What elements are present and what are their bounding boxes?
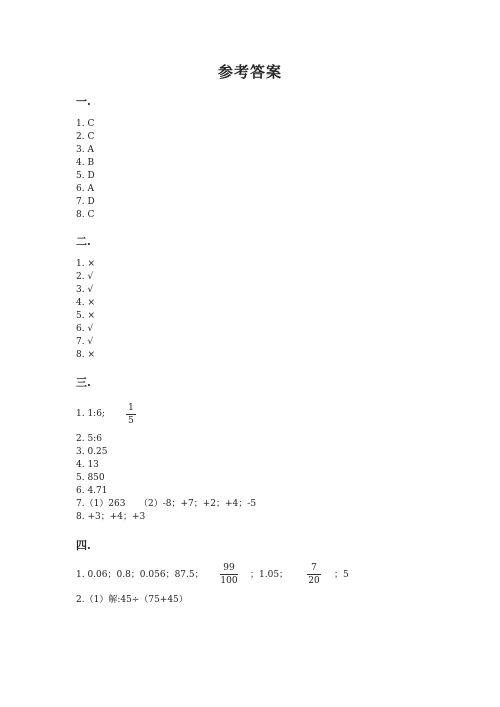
answer-3-2: 2. 5:6 bbox=[76, 434, 102, 444]
fraction-numerator: 1 bbox=[128, 403, 134, 413]
answer-3-7: 7.（1）263 （2）-8；+7；+2；+4；-5 bbox=[76, 499, 257, 509]
fraction-denominator: 100 bbox=[220, 576, 238, 586]
answer-3-1-text: 1. 1:6; bbox=[76, 409, 105, 419]
answer-4-1-text-a: 1. 0.06；0.8；0.056；87.5； bbox=[76, 570, 204, 580]
answer-2-4: 4. × bbox=[76, 298, 95, 308]
answer-2-5: 5. × bbox=[76, 311, 95, 321]
answer-4-1-text-b: ；1.05； bbox=[250, 570, 289, 580]
answer-4-1-text-c: ；5 bbox=[334, 570, 349, 580]
fraction-numerator: 99 bbox=[223, 563, 235, 573]
answer-4-1-fraction-1 bbox=[220, 563, 238, 586]
answer-2-1: 1. × bbox=[76, 259, 95, 269]
answer-2-8: 8. × bbox=[76, 350, 95, 360]
fraction-denominator: 20 bbox=[308, 576, 320, 586]
answer-1-5: 5. D bbox=[76, 171, 95, 181]
answer-1-3: 3. A bbox=[76, 145, 94, 155]
fraction-numerator: 7 bbox=[311, 563, 317, 573]
answer-3-4: 4. 13 bbox=[76, 460, 99, 470]
page-title: 参考答案 bbox=[217, 63, 282, 81]
answer-3-1-fraction bbox=[126, 403, 136, 426]
answer-2-6: 6. √ bbox=[76, 324, 94, 334]
answer-1-8: 8. C bbox=[76, 210, 95, 220]
answer-1-1: 1. C bbox=[76, 119, 95, 129]
answer-3-5: 5. 850 bbox=[76, 473, 105, 483]
answer-2-2: 2. √ bbox=[76, 272, 94, 282]
section-heading-3: 三. bbox=[76, 376, 91, 389]
fraction-bar bbox=[307, 574, 321, 575]
section-heading-2: 二. bbox=[76, 235, 91, 248]
answer-3-6: 6. 4.71 bbox=[76, 486, 108, 496]
answer-1-4: 4. B bbox=[76, 158, 95, 168]
answer-1-2: 2. C bbox=[76, 132, 95, 142]
answer-4-1-fraction-2 bbox=[307, 563, 321, 586]
answer-3-3: 3. 0.25 bbox=[76, 447, 108, 457]
fraction-denominator: 5 bbox=[128, 416, 134, 426]
section-heading-4: 四. bbox=[76, 539, 91, 552]
answer-2-3: 3. √ bbox=[76, 285, 94, 295]
section-heading-1: 一. bbox=[76, 95, 91, 108]
answer-3-8: 8. +3；+4；+3 bbox=[76, 512, 146, 522]
fraction-bar bbox=[220, 574, 238, 575]
answer-4-2: 2.（1）解:45÷（75+45） bbox=[76, 595, 188, 605]
answer-1-7: 7. D bbox=[76, 197, 95, 207]
fraction-bar bbox=[126, 414, 136, 415]
answer-1-6: 6. A bbox=[76, 184, 94, 194]
answer-2-7: 7. √ bbox=[76, 337, 94, 347]
